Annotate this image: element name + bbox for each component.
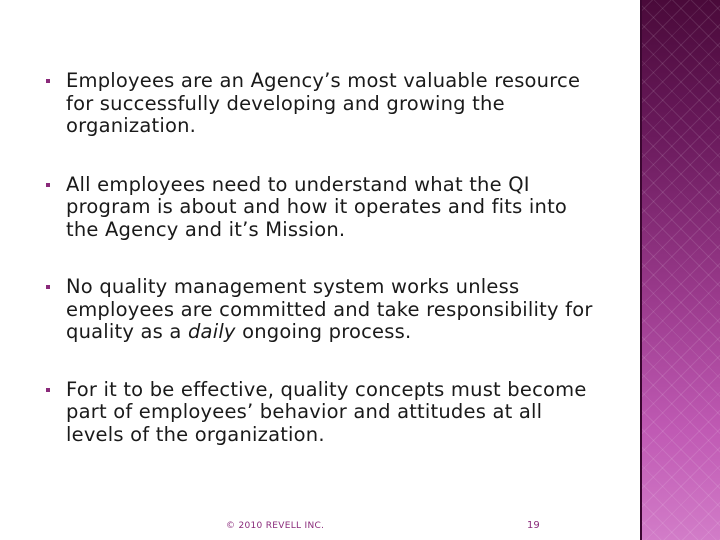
bullet-icon — [46, 79, 50, 83]
bullet-text-after: ongoing process. — [235, 320, 412, 343]
bullet-text: All employees need to understand what the QI program is about and how it operates and fits into the Agency and it’s Mission. — [66, 172, 568, 241]
decorative-side-panel — [642, 0, 720, 540]
bullet-text-emphasis: daily — [187, 320, 236, 343]
bullet-text-before: No quality management system works unless employees are committed and take responsibility for quality as a — [66, 275, 593, 343]
bullet-item-3 — [46, 276, 606, 344]
bullet-text: Employees are an Agency’s most valuable resource for successfully developing and growing the organization. — [66, 69, 581, 137]
bullet-text: For it to be effective, quality concepts must become part of employees’ behavior and attitudes at all levels of the organization. — [66, 377, 587, 446]
bullet-icon — [46, 285, 50, 289]
bullet-icon — [46, 388, 50, 392]
footer-copyright: © 2010 REVELL INC. — [226, 521, 325, 531]
bullet-item-2 — [46, 174, 606, 242]
bullet-icon — [46, 183, 50, 187]
bullet-list — [46, 70, 606, 446]
bullet-item-4 — [46, 379, 606, 447]
page-number: 19 — [527, 520, 540, 531]
bullet-item-1 — [46, 70, 606, 138]
